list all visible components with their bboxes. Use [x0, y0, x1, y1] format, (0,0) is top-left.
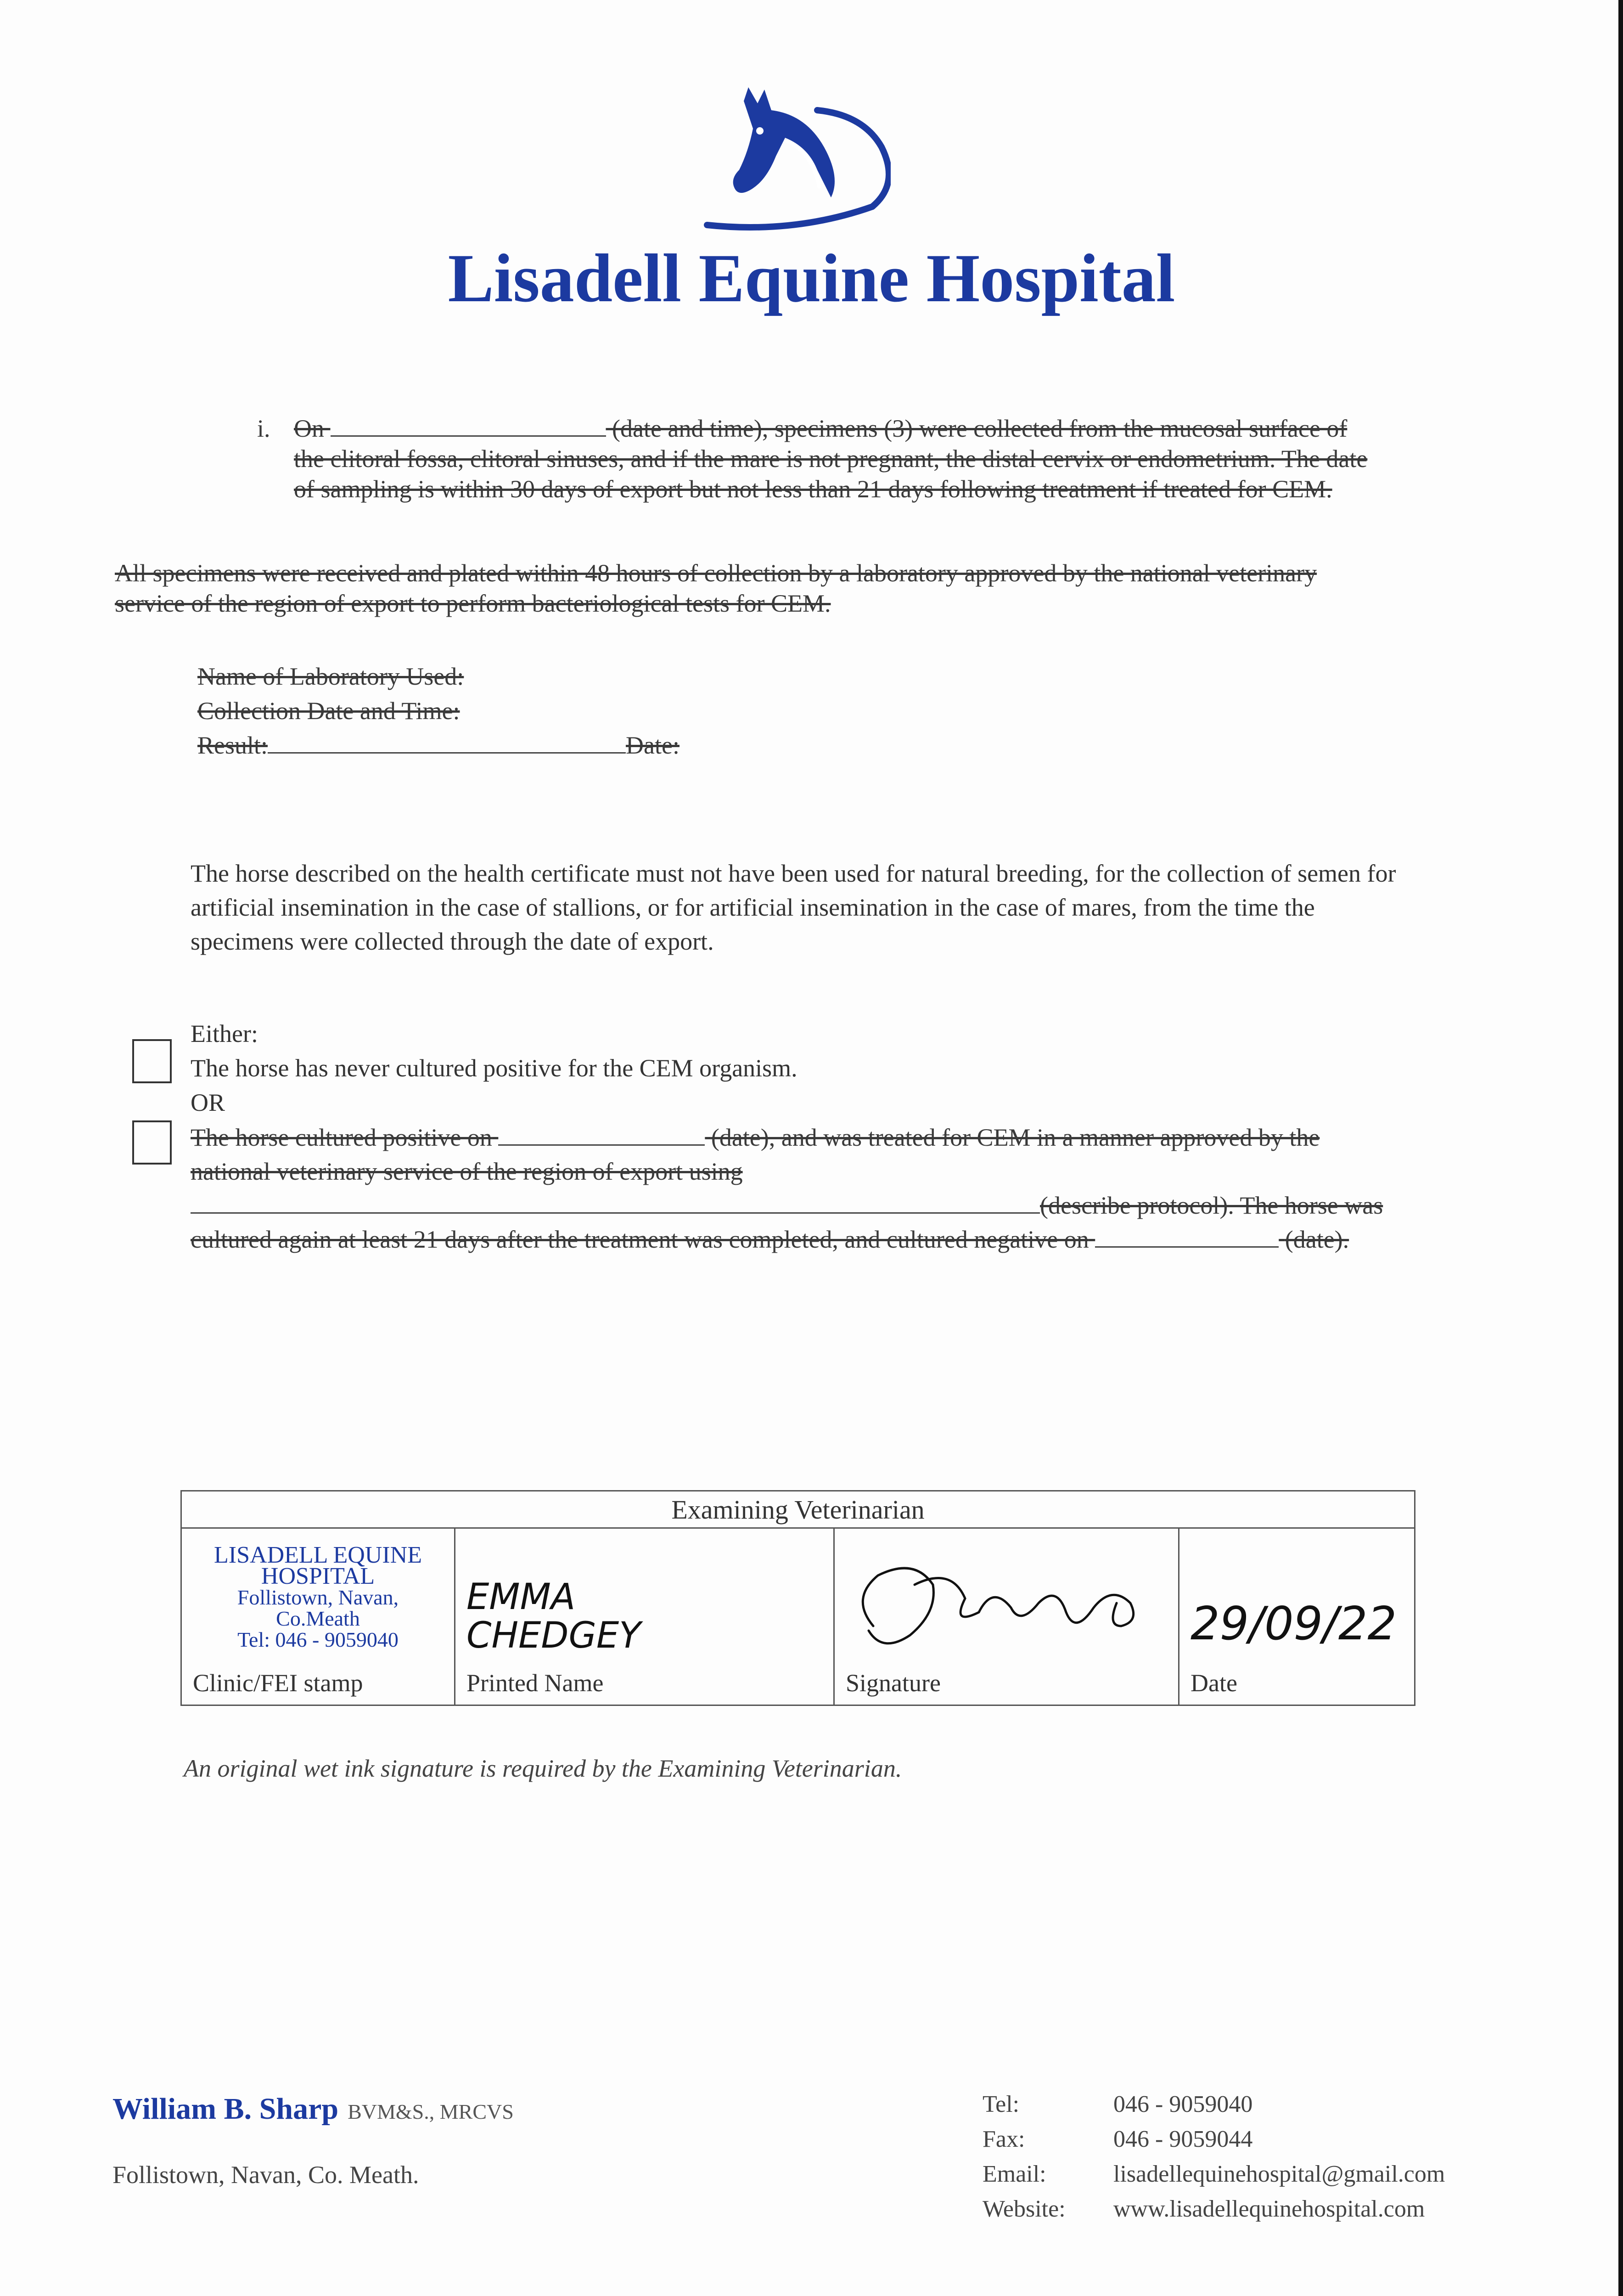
negative-date-blank [1095, 1226, 1279, 1248]
fax-value: 046 - 9059044 [1113, 2126, 1253, 2152]
option-a-checkbox[interactable] [132, 1039, 172, 1083]
section-i-prefix: On [294, 415, 324, 442]
section-number: i. [257, 415, 270, 442]
section-i-body: (date and time), specimens (3) were collected from the mucosal surface of the clitoral fossa, clitoral sinuses, and if the mare is not pregnant, the distal cervix or endometrium. The date of sampling is within 30 days of export but not less than 21 days following treatment if treated for CEM. [294, 415, 1368, 503]
option-b-date: (date), and was treated for CEM in a manner approved by the national veterinary service of the region of export using [191, 1124, 1320, 1185]
stamp-line: Follistown, Navan, Co.Meath [237, 1586, 399, 1630]
stamp-label: Clinic/FEI stamp [193, 1669, 363, 1697]
or-label: OR [191, 1089, 225, 1116]
stamp-cell [181, 1528, 455, 1705]
result-blank [268, 738, 626, 754]
either-label: Either: [191, 1020, 258, 1047]
footer-vet-name [112, 2092, 514, 2127]
horse-head-logo-icon [680, 83, 891, 239]
option-a-text: The horse has never cultured positive for the CEM organism. [191, 1054, 797, 1082]
section-i-text [294, 413, 1373, 504]
lab-name-field: Name of Laboratory Used: [197, 663, 464, 690]
result-field [197, 730, 680, 760]
date-handwritten: 29/09/22 [1191, 1597, 1397, 1650]
email-label: Email: [983, 2161, 1046, 2187]
printed-name-label: Printed Name [466, 1669, 604, 1697]
handwritten-signature [846, 1557, 1158, 1663]
vet-qualifications: BVM&S., MRCVS [348, 2100, 514, 2123]
date-time-blank [331, 415, 606, 437]
option-b-protocol: (describe protocol). The horse was cultured again at least 21 days after the treatment was completed, and cultured negative on [191, 1192, 1383, 1253]
positive-date-blank [498, 1124, 705, 1146]
website-value[interactable]: www.lisadellequinehospital.com [1113, 2196, 1425, 2222]
fax-label: Fax: [983, 2126, 1025, 2152]
footer-address: Follistown, Navan, Co. Meath. [112, 2161, 419, 2189]
hospital-title: Lisadell Equine Hospital [448, 240, 1175, 316]
breeding-statement: The horse described on the health certificate must not have been used for natural breeding, for the collection of semen for artificial insemination in the case of stallions, or for artificial insemination in the case of mares, from the time the specimens were collected through the date of export. [191, 860, 1396, 955]
plating-statement: All specimens were received and plated within 48 hours of collection by a laboratory approved by the national veterinary service of the region of export to perform bacteriological tests for CEM. [115, 559, 1317, 617]
vet-name: William B. Sharp [112, 2092, 339, 2126]
option-b-end: (date). [1285, 1226, 1349, 1253]
signature-cell [834, 1528, 1179, 1705]
printed-name-handwritten: EMMA CHEDGEY [466, 1576, 641, 1656]
stamp-line: LISADELL EQUINE [214, 1542, 422, 1568]
signature-label: Signature [846, 1669, 941, 1697]
protocol-blank [191, 1192, 1040, 1214]
result-date-label: Date: [626, 732, 680, 759]
result-label: Result: [197, 732, 268, 759]
date-label: Date [1191, 1669, 1237, 1697]
stamp-line: Tel: 046 - 9059040 [237, 1628, 399, 1651]
website-label: Website: [983, 2196, 1066, 2222]
footer-contact [983, 2087, 1445, 2227]
vet-table-heading: Examining Veterinarian [181, 1491, 1415, 1528]
option-b-checkbox[interactable] [132, 1120, 172, 1165]
section-i [257, 413, 1373, 504]
option-b-text [191, 1120, 1393, 1256]
examining-veterinarian-table [180, 1490, 1415, 1706]
stamp-line: HOSPITAL [261, 1563, 375, 1589]
printed-name-cell [455, 1528, 834, 1705]
tel-value: 046 - 9059040 [1113, 2091, 1253, 2117]
tel-label: Tel: [983, 2091, 1020, 2117]
option-b-start: The horse cultured positive on [191, 1124, 492, 1151]
email-value[interactable]: lisadellequinehospital@gmail.com [1113, 2161, 1445, 2187]
signature-note: An original wet ink signature is required by the Examining Veterinarian. [184, 1755, 902, 1782]
date-cell [1179, 1528, 1415, 1705]
scan-edge [1618, 0, 1623, 2296]
clinic-stamp [193, 1542, 443, 1651]
collection-field: Collection Date and Time: [197, 697, 460, 725]
